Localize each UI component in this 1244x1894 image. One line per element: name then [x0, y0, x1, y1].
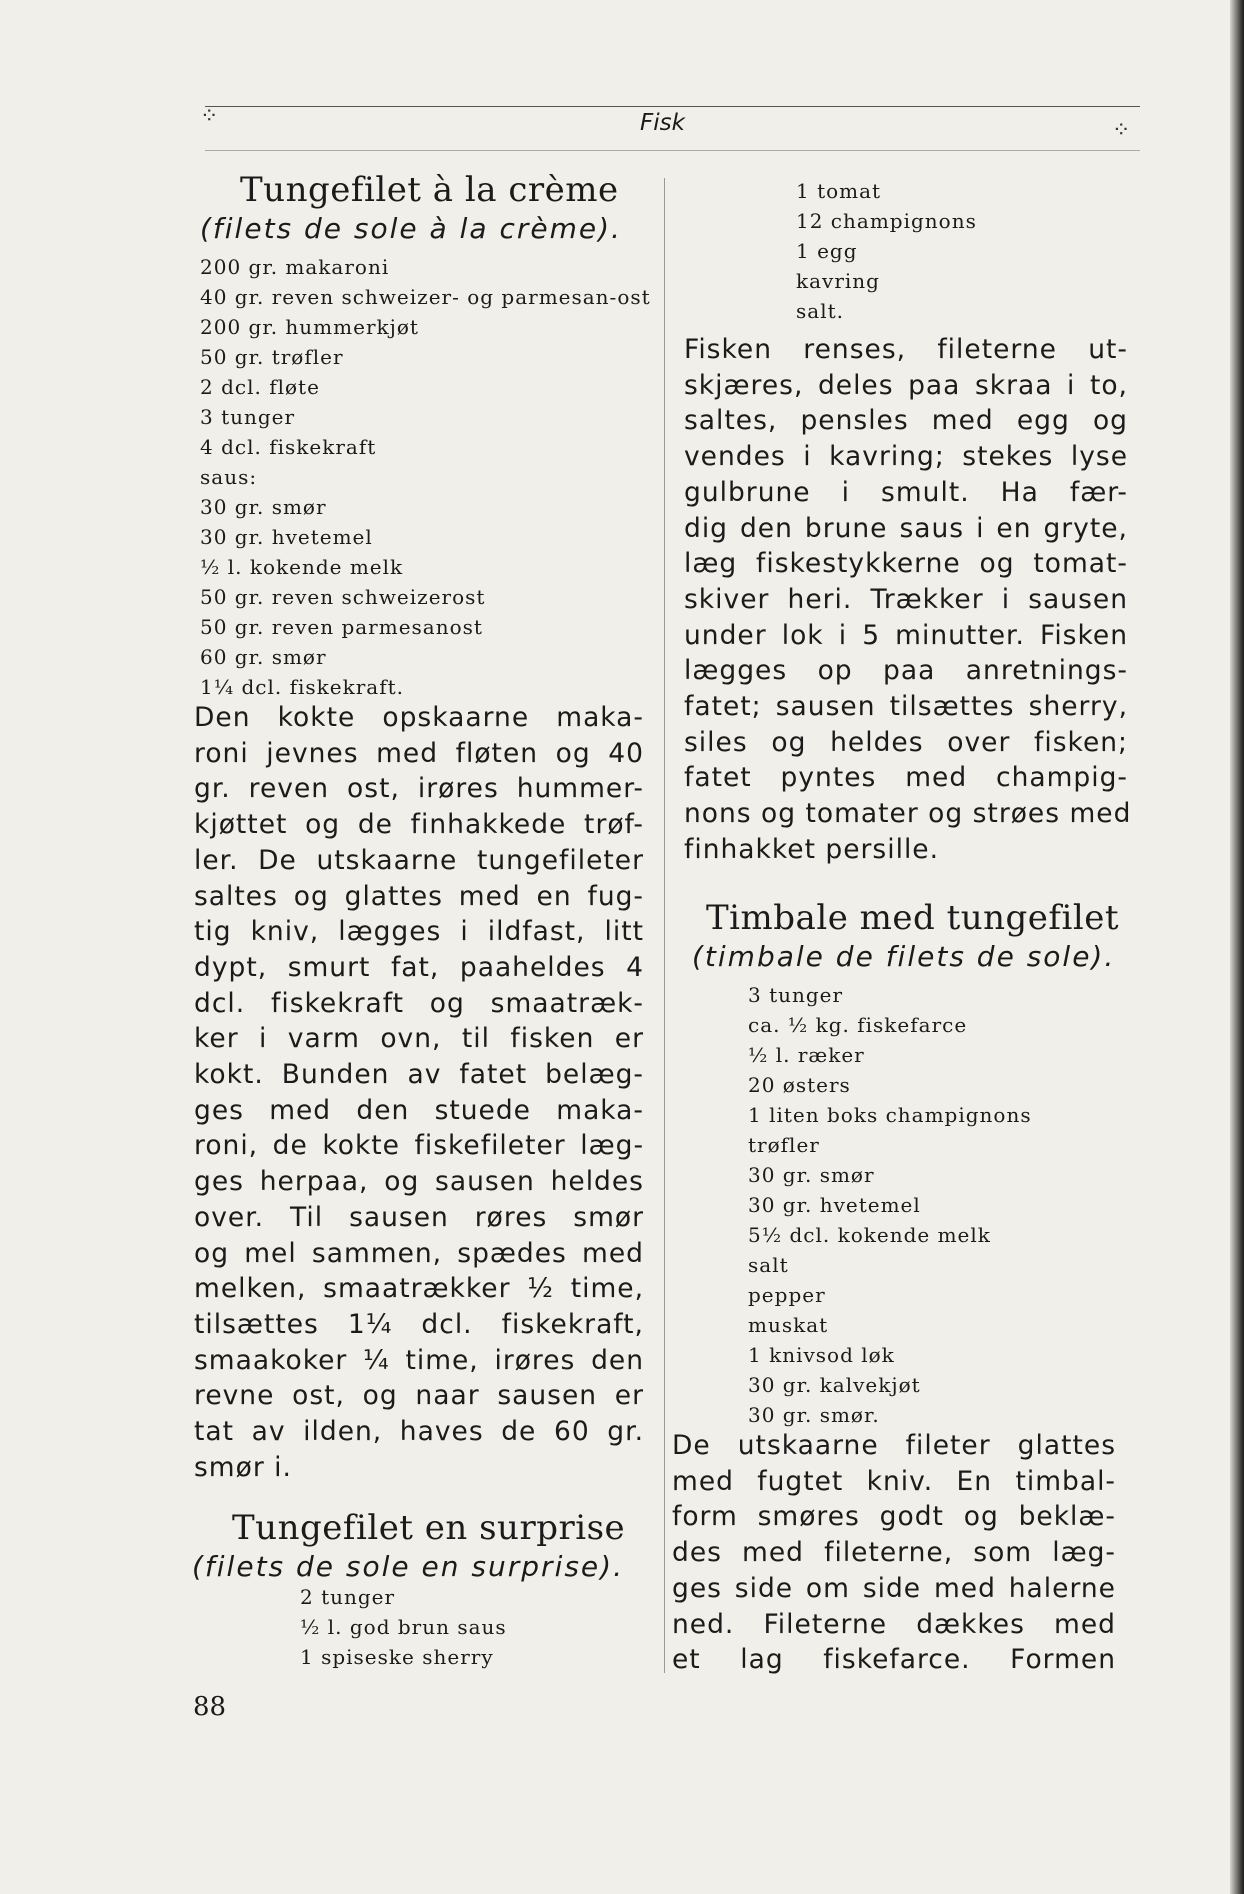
method-line: ges side om side med halerne	[672, 1572, 1116, 1604]
ingredient-item: 50 gr. reven parmesanost	[200, 615, 483, 639]
recipe-title: Timbale med tungefilet	[706, 898, 1120, 938]
ingredient-list	[300, 1582, 507, 1672]
ingredient-item: salt	[748, 1253, 789, 1277]
ingredient-item: 2 tunger	[300, 1585, 396, 1609]
recipe-method	[672, 1428, 1116, 1678]
method-line: kjøttet og de finhakkede trøf-	[194, 809, 644, 841]
method-line: tat av ilden, haves de 60 gr.	[194, 1416, 644, 1448]
method-line: roni jevnes med fløten og 40	[194, 737, 644, 769]
method-line: saltes og glattes med en fug-	[194, 880, 644, 912]
recipe-method	[684, 332, 1132, 868]
method-line: saltes, pensles med egg og	[684, 405, 1128, 437]
ingredient-item: 50 gr. reven schweizerost	[200, 585, 486, 609]
ingredient-item: 1¼ dcl. fiskekraft.	[200, 675, 404, 699]
method-line: lægges op paa anretnings-	[684, 655, 1128, 687]
method-line: dypt, smurt fat, paaheldes 4	[194, 951, 644, 983]
method-line: ges med den stuede maka-	[194, 1094, 644, 1126]
page-edge-shadow	[1230, 0, 1244, 1894]
ingredient-item: 30 gr. smør.	[748, 1403, 880, 1427]
ingredient-item: 30 gr. kalvekjøt	[748, 1373, 921, 1397]
ingredient-item: ½ l. god brun saus	[300, 1615, 507, 1639]
method-line: ler. De utskaarne tungefileter	[194, 844, 644, 876]
method-line: roni, de kokte fiskefileter læg-	[194, 1130, 644, 1162]
method-line: skiver heri. Trækker i sausen	[684, 583, 1128, 615]
header-rule-top	[205, 106, 1140, 107]
ingredient-item: 30 gr. hvetemel	[748, 1193, 921, 1217]
ingredient-item: muskat	[748, 1313, 829, 1337]
ingredient-item: 1 knivsod løk	[748, 1343, 895, 1367]
ingredient-item: 30 gr. smør	[200, 495, 327, 519]
method-line: ned. Fileterne dækkes med	[672, 1608, 1116, 1640]
recipe-title: Tungefilet en surprise	[232, 1508, 626, 1548]
method-line: smaakoker ¼ time, irøres den	[194, 1344, 644, 1376]
ingredient-item: 2 dcl. fløte	[200, 375, 320, 399]
ingredient-item: 50 gr. trøfler	[200, 345, 344, 369]
method-line: under lok i 5 minutter. Fisken	[684, 619, 1128, 651]
ingredient-item: 4 dcl. fiskekraft	[200, 435, 377, 459]
ingredient-item: pepper	[748, 1283, 826, 1307]
ingredient-item: 3 tunger	[748, 983, 844, 1007]
header-ornament-right: ⁘	[1112, 118, 1131, 143]
method-line: læg fiskestykkerne og tomat-	[684, 548, 1128, 580]
header-ornament-left: ⁘	[200, 104, 219, 129]
ingredient-list-continued	[796, 176, 977, 326]
method-line: kokt. Bunden av fatet belæg-	[194, 1059, 644, 1091]
method-line: fatet pyntes med champig-	[684, 762, 1128, 794]
method-line: smør i.	[194, 1451, 292, 1483]
ingredient-item: 200 gr. makaroni	[200, 255, 390, 279]
method-line: form smøres godt og beklæ-	[672, 1501, 1116, 1533]
ingredient-item: saus:	[200, 465, 258, 489]
ingredient-item: 3 tunger	[200, 405, 296, 429]
ingredient-item: 30 gr. hvetemel	[200, 525, 373, 549]
ingredient-item: kavring	[796, 269, 880, 293]
ingredient-list	[748, 980, 1032, 1430]
method-line: gr. reven ost, irøres hummer-	[194, 773, 644, 805]
method-line: Fisken renses, fileterne ut-	[684, 334, 1128, 365]
method-line: tilsættes 1¼ dcl. fiskekraft,	[194, 1308, 644, 1340]
method-line: des med fileterne, som læg-	[672, 1537, 1116, 1569]
method-line: over. Til sausen røres smør	[194, 1201, 644, 1233]
ingredient-item: 40 gr. reven schweizer- og parmesan-ost	[200, 285, 651, 309]
header-rule-bottom	[205, 150, 1140, 151]
running-head: Fisk	[640, 110, 685, 136]
recipe-subtitle: (filets de sole à la crème).	[200, 212, 622, 245]
method-line: et lag fiskefarce. Formen	[672, 1644, 1116, 1676]
method-line: De utskaarne fileter glattes	[672, 1430, 1116, 1461]
method-line: ges herpaa, og sausen heldes	[194, 1166, 644, 1198]
method-line: dcl. fiskekraft og smaatræk-	[194, 987, 644, 1019]
ingredient-item: 1 liten boks champignons	[748, 1103, 1032, 1127]
method-line: melken, smaatrækker ½ time,	[194, 1273, 644, 1305]
ingredient-item: salt.	[796, 299, 844, 323]
method-line: fatet; sausen tilsættes sherry,	[684, 691, 1128, 723]
page-number: 88	[193, 1692, 227, 1722]
method-line: vendes i kavring; stekes lyse	[684, 441, 1128, 473]
method-line: siles og heldes over fisken;	[684, 726, 1128, 758]
recipe-title: Tungefilet à la crème	[240, 170, 619, 210]
method-line: revne ost, og naar sausen er	[194, 1380, 644, 1412]
method-line: tig kniv, lægges i ildfast, litt	[194, 916, 644, 948]
method-line: skjæres, deles paa skraa i to,	[684, 369, 1128, 401]
method-line: Den kokte opskaarne maka-	[194, 702, 644, 733]
ingredient-item: trøfler	[748, 1133, 820, 1157]
method-line: dig den brune saus i en gryte,	[684, 512, 1128, 544]
recipe-method	[194, 700, 644, 1485]
ingredient-item: 60 gr. smør	[200, 645, 327, 669]
column-divider	[664, 178, 665, 1673]
method-line: og mel sammen, spædes med	[194, 1237, 644, 1269]
method-line: finhakket persille.	[684, 833, 940, 865]
method-line: nons og tomater og strøes med	[684, 798, 1132, 830]
method-line: ker i varm ovn, til fisken er	[194, 1023, 644, 1055]
method-line: gulbrune i smult. Ha fær-	[684, 476, 1128, 508]
recipe-subtitle: (filets de sole en surprise).	[192, 1550, 624, 1583]
ingredient-item: 30 gr. smør	[748, 1163, 875, 1187]
ingredient-item: 1 spiseske sherry	[300, 1645, 494, 1669]
ingredient-item: ½ l. kokende melk	[200, 555, 404, 579]
recipe-subtitle: (timbale de filets de sole).	[692, 940, 1116, 973]
ingredient-item: 1 egg	[796, 239, 858, 263]
ingredient-item: 5½ dcl. kokende melk	[748, 1223, 991, 1247]
ingredient-list	[200, 252, 651, 702]
ingredient-item: ca. ½ kg. fiskefarce	[748, 1013, 968, 1037]
ingredient-item: 20 østers	[748, 1073, 851, 1097]
ingredient-item: 200 gr. hummerkjøt	[200, 315, 419, 339]
ingredient-item: ½ l. ræker	[748, 1043, 865, 1067]
method-line: med fugtet kniv. En timbal-	[672, 1465, 1116, 1497]
ingredient-item: 1 tomat	[796, 179, 882, 203]
ingredient-item: 12 champignons	[796, 209, 977, 233]
